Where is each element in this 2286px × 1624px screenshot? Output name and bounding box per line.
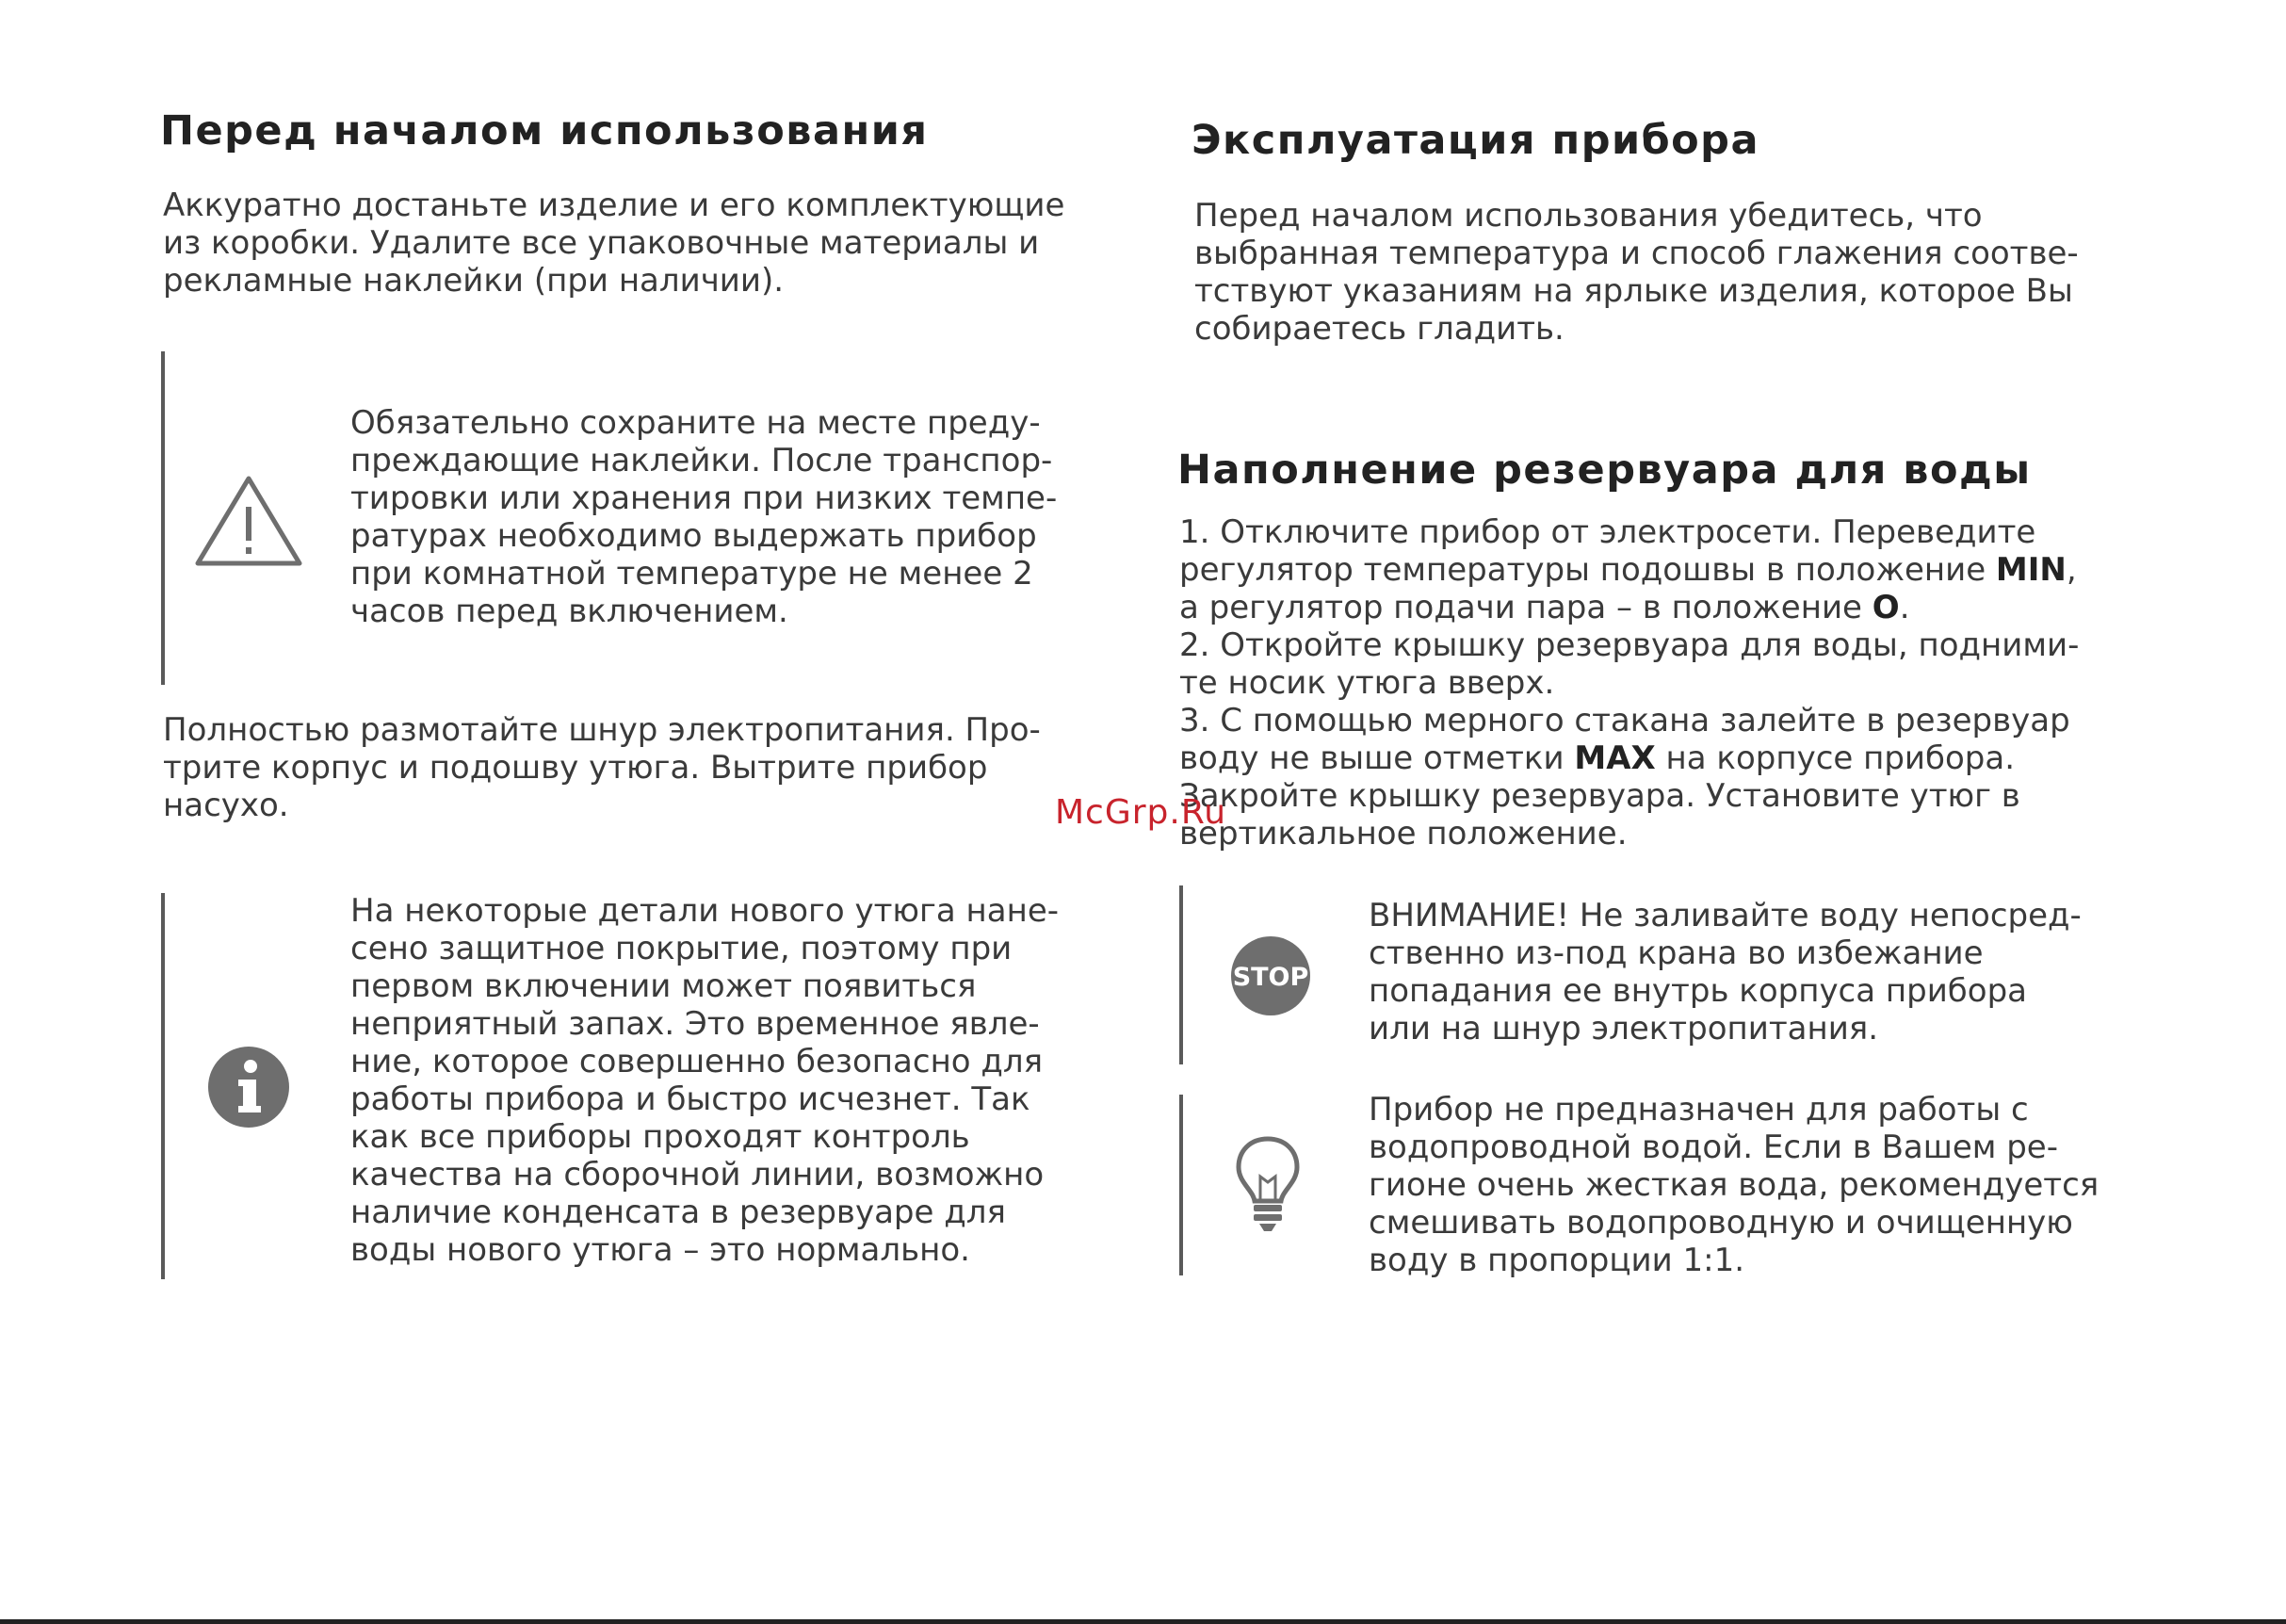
mode-label-o: O bbox=[1872, 589, 1900, 626]
text-line: те носик утюга вверх. bbox=[1179, 664, 1555, 702]
text-line: 3. С помощью мерного стакана залейте в резервуар bbox=[1179, 702, 2070, 739]
text-fragment: регулятор температуры подошвы в положение bbox=[1179, 551, 1996, 589]
cord-paragraph bbox=[163, 711, 1041, 824]
text-line: ВНИМАНИЕ! Не заливайте воду непосред- bbox=[1369, 897, 2082, 934]
page-bottom-rule bbox=[0, 1619, 2286, 1624]
operation-paragraph bbox=[1194, 197, 2079, 348]
text-line: насухо. bbox=[163, 787, 289, 824]
text-line: воду в пропорции 1:1. bbox=[1369, 1242, 1745, 1279]
text-line: 2. Откройте крышку резервуара для воды, подними- bbox=[1179, 626, 2080, 664]
text-line: часов перед включением. bbox=[350, 593, 788, 630]
text-line: неприятный запах. Это временное явле- bbox=[350, 1005, 1040, 1043]
mode-label-max: MAX bbox=[1574, 739, 1656, 777]
text-line: тировки или хранения при низких темпе- bbox=[350, 479, 1058, 517]
text-line bbox=[1179, 589, 2079, 626]
warning-note-text bbox=[350, 404, 1057, 630]
text-line: гионе очень жесткая вода, рекомендуется bbox=[1369, 1166, 2100, 1204]
text-line: ние, которое совершенно безопасно для bbox=[350, 1043, 1044, 1080]
text-line: 1. Отключите прибор от электросети. Переведите bbox=[1179, 513, 2036, 551]
mode-label-min: MIN bbox=[1995, 551, 2067, 589]
stop-sign-icon bbox=[1230, 935, 1311, 1016]
text-line: Прибор не предназначен для работы с bbox=[1369, 1091, 2029, 1129]
watermark: McGrp.Ru bbox=[1055, 793, 1227, 832]
text-line: Перед началом использования убедитесь, что bbox=[1194, 197, 1983, 235]
section-heading-water-filling: Наполнение резервуара для воды bbox=[1177, 447, 2032, 494]
text-line: Аккуратно достаньте изделие и его комплектующие bbox=[163, 187, 1065, 224]
text-line: воды нового утюга – это нормально. bbox=[350, 1231, 970, 1269]
text-line: тствуют указаниям на ярлыке изделия, которое Вы bbox=[1194, 272, 2073, 310]
text-line: выбранная температура и способ глажения соотве- bbox=[1194, 235, 2079, 272]
text-fragment: а регулятор подачи пара – в положение bbox=[1179, 589, 1873, 626]
text-line: собираетесь гладить. bbox=[1194, 310, 1565, 348]
warning-triangle-icon bbox=[193, 474, 304, 568]
text-line: рекламные наклейки (при наличии). bbox=[163, 262, 785, 300]
text-line: ственно из-под крана во избежание bbox=[1369, 934, 1984, 972]
note-divider-bar bbox=[161, 351, 165, 685]
text-line bbox=[1179, 551, 2079, 589]
text-line: сено защитное покрытие, поэтому при bbox=[350, 930, 1013, 967]
info-note-text bbox=[350, 892, 1059, 1269]
text-fragment: на корпусе прибора. bbox=[1655, 739, 2016, 777]
text-line: наличие конденсата в резервуаре для bbox=[350, 1194, 1006, 1231]
text-line: при комнатной температуре не менее 2 bbox=[350, 555, 1033, 593]
note-divider-bar bbox=[1179, 885, 1183, 1064]
text-line: или на шнур электропитания. bbox=[1369, 1010, 1879, 1047]
section-heading-before-use: Перед началом использования bbox=[160, 107, 929, 154]
text-line: качества на сборочной линии, возможно bbox=[350, 1156, 1045, 1194]
text-line: как все приборы проходят контроль bbox=[350, 1118, 970, 1156]
text-line: Полностью размотайте шнур электропитания. Про- bbox=[163, 711, 1041, 749]
text-line: Закройте крышку резервуара. Установите утюг в bbox=[1179, 777, 2020, 815]
text-line: трите корпус и подошву утюга. Вытрите прибор bbox=[163, 749, 988, 787]
tip-note-text bbox=[1369, 1091, 2099, 1279]
text-line: работы прибора и быстро исчезнет. Так bbox=[350, 1080, 1030, 1118]
text-line: смешивать водопроводную и очищенную bbox=[1369, 1204, 2073, 1242]
text-line: ратурах необходимо выдержать прибор bbox=[350, 517, 1037, 555]
intro-paragraph bbox=[163, 187, 1064, 300]
text-line: из коробки. Удалите все упаковочные материалы и bbox=[163, 224, 1040, 262]
note-divider-bar bbox=[1179, 1095, 1183, 1275]
stop-note-text bbox=[1369, 897, 2082, 1047]
text-line: вертикальное положение. bbox=[1179, 815, 1628, 853]
text-line: преждающие наклейки. После транспор- bbox=[350, 442, 1053, 479]
note-divider-bar bbox=[161, 893, 165, 1279]
filling-instructions bbox=[1179, 513, 2079, 853]
text-line: На некоторые детали нового утюга нане- bbox=[350, 892, 1060, 930]
text-fragment: , bbox=[2066, 551, 2077, 589]
stop-icon-label: STOP bbox=[1232, 963, 1309, 992]
lightbulb-icon bbox=[1234, 1135, 1302, 1237]
section-heading-operation: Эксплуатация прибора bbox=[1192, 117, 1759, 164]
text-fragment: . bbox=[1899, 589, 1910, 626]
info-icon bbox=[207, 1046, 290, 1129]
text-fragment: воду не выше отметки bbox=[1179, 739, 1575, 777]
text-line bbox=[1179, 739, 2079, 777]
text-line: первом включении может появиться bbox=[350, 967, 977, 1005]
text-line: водопроводной водой. Если в Вашем ре- bbox=[1369, 1129, 2058, 1166]
text-line: попадания ее внутрь корпуса прибора bbox=[1369, 972, 2027, 1010]
text-line: Обязательно сохраните на месте преду- bbox=[350, 404, 1041, 442]
